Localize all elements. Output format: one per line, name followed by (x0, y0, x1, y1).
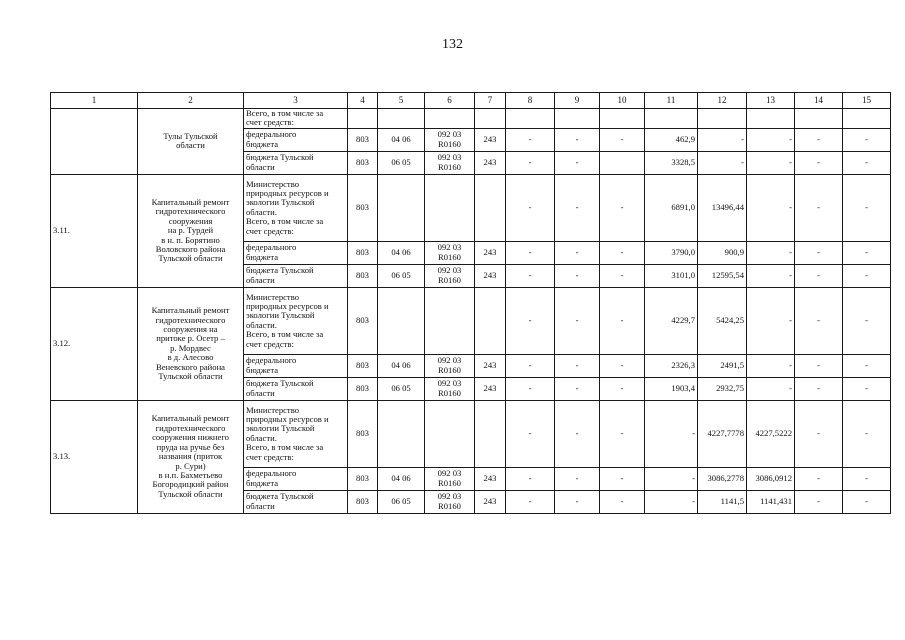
cell-col12: 12595,54 (698, 264, 747, 287)
funding-source: Всего, в том числе за счет средств: (244, 109, 348, 129)
cell-expense-type: 243 (475, 241, 506, 264)
cell-col11: 462,9 (645, 128, 698, 151)
cell-col8: - (506, 174, 555, 241)
cell-col13: 4227,5222 (747, 400, 795, 467)
cell-target-code (425, 109, 475, 129)
cell-col8: - (506, 241, 555, 264)
cell-section-code: 06 05 (378, 490, 425, 513)
cell-col11: 3328,5 (645, 151, 698, 174)
column-header: 3 (244, 93, 348, 109)
cell-ministry-code: 803 (348, 354, 378, 377)
table-row (51, 287, 891, 354)
cell-target-code: 092 03 R0160 (425, 151, 475, 174)
cell-col12: - (698, 151, 747, 174)
cell-expense-type: 243 (475, 128, 506, 151)
cell-col8: - (506, 490, 555, 513)
cell-col9: - (555, 174, 600, 241)
column-header: 9 (555, 93, 600, 109)
cell-col8: - (506, 128, 555, 151)
cell-ministry-code: 803 (348, 128, 378, 151)
cell-col11: 3790,0 (645, 241, 698, 264)
column-header: 4 (348, 93, 378, 109)
object-name: Тулы Тульской области (138, 109, 244, 175)
cell-col8: - (506, 377, 555, 400)
cell-col13: 3086,0912 (747, 467, 795, 490)
funding-source: бюджета Тульской области (244, 264, 348, 287)
cell-col11: 4229,7 (645, 287, 698, 354)
cell-col10: - (600, 241, 645, 264)
cell-col13: - (747, 264, 795, 287)
cell-ministry-code: 803 (348, 174, 378, 241)
column-header: 14 (795, 93, 843, 109)
cell-col13: - (747, 377, 795, 400)
cell-expense-type: 243 (475, 354, 506, 377)
cell-expense-type: 243 (475, 467, 506, 490)
cell-col14: - (795, 354, 843, 377)
cell-col14: - (795, 174, 843, 241)
cell-col10: - (600, 490, 645, 513)
cell-ministry-code: 803 (348, 400, 378, 467)
cell-col14: - (795, 467, 843, 490)
cell-col15: - (843, 467, 891, 490)
cell-col10: - (600, 467, 645, 490)
cell-target-code (425, 400, 475, 467)
cell-col13: 1141,431 (747, 490, 795, 513)
funding-source: бюджета Тульской области (244, 490, 348, 513)
column-header: 5 (378, 93, 425, 109)
cell-expense-type: 243 (475, 151, 506, 174)
cell-col10: - (600, 354, 645, 377)
funding-source: бюджета Тульской области (244, 151, 348, 174)
cell-col13: - (747, 241, 795, 264)
cell-col10: - (600, 264, 645, 287)
column-header: 11 (645, 93, 698, 109)
cell-col9: - (555, 377, 600, 400)
cell-expense-type: 243 (475, 377, 506, 400)
cell-section-code: 04 06 (378, 354, 425, 377)
cell-ministry-code: 803 (348, 377, 378, 400)
cell-expense-type (475, 174, 506, 241)
cell-target-code: 092 03 R0160 (425, 354, 475, 377)
item-number: 3.11. (51, 174, 138, 287)
cell-col13: - (747, 128, 795, 151)
cell-col12: 900,9 (698, 241, 747, 264)
column-header: 8 (506, 93, 555, 109)
column-header: 13 (747, 93, 795, 109)
cell-col10: - (600, 287, 645, 354)
cell-col14: - (795, 400, 843, 467)
cell-expense-type: 243 (475, 490, 506, 513)
cell-col15: - (843, 264, 891, 287)
cell-col15: - (843, 354, 891, 377)
cell-col12: 13496,44 (698, 174, 747, 241)
column-header: 10 (600, 93, 645, 109)
cell-col11: 3101,0 (645, 264, 698, 287)
cell-col8: - (506, 400, 555, 467)
cell-col9: - (555, 467, 600, 490)
cell-col14: - (795, 128, 843, 151)
cell-col13: - (747, 174, 795, 241)
cell-col15: - (843, 377, 891, 400)
cell-col11: 6891,0 (645, 174, 698, 241)
cell-target-code: 092 03 R0160 (425, 128, 475, 151)
funding-source: федерального бюджета (244, 467, 348, 490)
cell-ministry-code: 803 (348, 467, 378, 490)
cell-col10: - (600, 128, 645, 151)
cell-col13: - (747, 287, 795, 354)
cell-target-code: 092 03 R0160 (425, 264, 475, 287)
cell-col10: - (600, 400, 645, 467)
cell-target-code: 092 03 R0160 (425, 490, 475, 513)
cell-ministry-code (348, 109, 378, 129)
funding-source: федерального бюджета (244, 241, 348, 264)
cell-col12: 4227,7778 (698, 400, 747, 467)
cell-expense-type (475, 109, 506, 129)
item-number: 3.12. (51, 287, 138, 400)
cell-col15 (843, 109, 891, 129)
cell-col13 (747, 109, 795, 129)
cell-target-code: 092 03 R0160 (425, 467, 475, 490)
cell-col14: - (795, 377, 843, 400)
cell-expense-type (475, 287, 506, 354)
cell-col9: - (555, 128, 600, 151)
cell-ministry-code: 803 (348, 490, 378, 513)
cell-col12 (698, 109, 747, 129)
cell-col15: - (843, 287, 891, 354)
cell-col13: - (747, 151, 795, 174)
funding-source: Министерство природных ресурсов и экологии Тульской области. Всего, в том числе за счет средств: (244, 400, 348, 467)
cell-ministry-code: 803 (348, 264, 378, 287)
object-name: Капитальный ремонт гидротехнического сооружения на притоке р. Осетр – р. Мордвес в д. Алесово Веневского района Тульской области (138, 287, 244, 400)
cell-col15: - (843, 400, 891, 467)
cell-section-code: 06 05 (378, 264, 425, 287)
cell-col15: - (843, 490, 891, 513)
table-row (51, 400, 891, 467)
header-row (51, 93, 891, 109)
cell-section-code (378, 109, 425, 129)
cell-col14: - (795, 151, 843, 174)
funding-source: Министерство природных ресурсов и экологии Тульской области. Всего, в том числе за счет средств: (244, 174, 348, 241)
cell-col10: - (600, 377, 645, 400)
cell-col12: - (698, 128, 747, 151)
cell-col11: 2326,3 (645, 354, 698, 377)
cell-target-code: 092 03 R0160 (425, 241, 475, 264)
cell-col9: - (555, 264, 600, 287)
cell-target-code (425, 174, 475, 241)
cell-section-code: 06 05 (378, 377, 425, 400)
item-number (51, 109, 138, 175)
cell-col14: - (795, 490, 843, 513)
cell-col9: - (555, 241, 600, 264)
cell-col8: - (506, 354, 555, 377)
cell-target-code (425, 287, 475, 354)
column-header: 2 (138, 93, 244, 109)
cell-col8: - (506, 467, 555, 490)
cell-col10 (600, 151, 645, 174)
cell-ministry-code: 803 (348, 151, 378, 174)
funding-source: бюджета Тульской области (244, 377, 348, 400)
cell-col10: - (600, 174, 645, 241)
cell-col12: 5424,25 (698, 287, 747, 354)
cell-col9: - (555, 287, 600, 354)
object-name: Капитальный ремонт гидротехнического сооружения на р. Турдей в н. п. Борятино Воловского района Тульской области (138, 174, 244, 287)
cell-col8: - (506, 151, 555, 174)
cell-col14: - (795, 264, 843, 287)
cell-col11: 1903,4 (645, 377, 698, 400)
object-name: Капитальный ремонт гидротехнического сооружения нижнего пруда на ручье без названия (приток р. Сури) в н.п. Бахметьево Богородицкий район Тульской области (138, 400, 244, 513)
item-number: 3.13. (51, 400, 138, 513)
cell-col14: - (795, 241, 843, 264)
cell-col8: - (506, 264, 555, 287)
cell-col11: - (645, 467, 698, 490)
cell-ministry-code: 803 (348, 241, 378, 264)
cell-col9: - (555, 490, 600, 513)
cell-col9: - (555, 400, 600, 467)
cell-col14 (795, 109, 843, 129)
cell-col11 (645, 109, 698, 129)
cell-col9: - (555, 151, 600, 174)
funding-source: Министерство природных ресурсов и экологии Тульской области. Всего, в том числе за счет средств: (244, 287, 348, 354)
cell-col11: - (645, 490, 698, 513)
cell-col12: 3086,2778 (698, 467, 747, 490)
cell-expense-type (475, 400, 506, 467)
cell-ministry-code: 803 (348, 287, 378, 354)
cell-section-code: 04 06 (378, 241, 425, 264)
cell-col10 (600, 109, 645, 129)
cell-target-code: 092 03 R0160 (425, 377, 475, 400)
table-row (51, 174, 891, 241)
page-number: 132 (442, 37, 463, 52)
table-row (51, 109, 891, 129)
cell-col15: - (843, 128, 891, 151)
cell-col14: - (795, 287, 843, 354)
cell-col9 (555, 109, 600, 129)
cell-col12: 1141,5 (698, 490, 747, 513)
cell-col11: - (645, 400, 698, 467)
cell-col15: - (843, 241, 891, 264)
funding-source: федерального бюджета (244, 354, 348, 377)
funding-source: федерального бюджета (244, 128, 348, 151)
column-header: 12 (698, 93, 747, 109)
cell-section-code (378, 400, 425, 467)
cell-section-code: 04 06 (378, 467, 425, 490)
cell-col15: - (843, 151, 891, 174)
cell-col8 (506, 109, 555, 129)
column-header: 6 (425, 93, 475, 109)
cell-col12: 2932,75 (698, 377, 747, 400)
cell-col12: 2491,5 (698, 354, 747, 377)
cell-section-code (378, 287, 425, 354)
cell-col15: - (843, 174, 891, 241)
budget-table (50, 92, 891, 514)
cell-expense-type: 243 (475, 264, 506, 287)
cell-col13: - (747, 354, 795, 377)
column-header: 7 (475, 93, 506, 109)
cell-col8: - (506, 287, 555, 354)
cell-section-code: 06 05 (378, 151, 425, 174)
cell-col9: - (555, 354, 600, 377)
column-header: 15 (843, 93, 891, 109)
cell-section-code: 04 06 (378, 128, 425, 151)
column-header: 1 (51, 93, 138, 109)
cell-section-code (378, 174, 425, 241)
